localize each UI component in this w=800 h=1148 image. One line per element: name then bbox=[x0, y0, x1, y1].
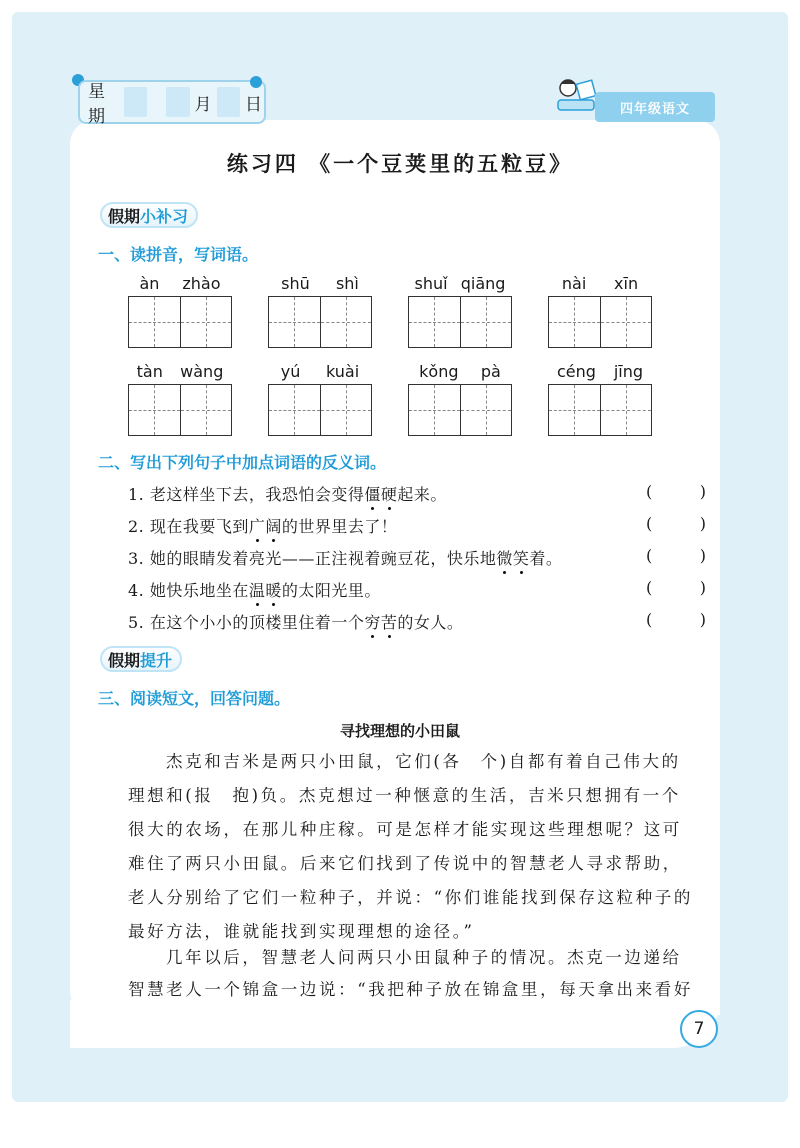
pinyin: shì bbox=[335, 274, 359, 293]
dotted-char: 穷 bbox=[364, 613, 381, 632]
writing-grid[interactable] bbox=[128, 296, 232, 348]
pinyin-group bbox=[408, 362, 512, 436]
story-line: 杰克和吉米是两只小田鼠，它们(各 个)自都有着自己伟大的 bbox=[166, 752, 681, 771]
dotted-char: 笑 bbox=[512, 549, 530, 568]
pinyin: zhào bbox=[182, 274, 221, 293]
pinyin-group bbox=[548, 274, 652, 348]
pinyin: wàng bbox=[180, 362, 224, 381]
pinyin: tàn bbox=[136, 362, 163, 381]
pinyin-group bbox=[128, 362, 232, 436]
section-1-heading: 一、读拼音，写词语。 bbox=[98, 245, 259, 264]
writing-grid[interactable] bbox=[548, 296, 652, 348]
pinyin: kuài bbox=[326, 362, 360, 381]
day-label: 日 bbox=[245, 94, 263, 115]
month-label: 月 bbox=[194, 94, 212, 115]
reading-kid-icon bbox=[552, 74, 600, 118]
writing-grid[interactable] bbox=[268, 296, 372, 348]
story-title: 寻找理想的小田鼠 bbox=[339, 722, 460, 740]
pinyin-group bbox=[128, 274, 232, 348]
story-line: 几年以后，智慧老人问两只小田鼠种子的情况。杰克一边递给 bbox=[166, 948, 682, 967]
dotted-char: 阔 bbox=[265, 517, 282, 536]
pin-icon bbox=[250, 76, 262, 88]
answer-parens[interactable]: ( ) bbox=[646, 482, 706, 501]
dotted-char: 苦 bbox=[380, 613, 398, 632]
day-blank[interactable] bbox=[217, 87, 241, 117]
pinyin: nài bbox=[561, 274, 587, 293]
tag-suffix: 提升 bbox=[140, 650, 173, 670]
pinyin: jīng bbox=[613, 362, 644, 381]
section-2-heading: 二、写出下列句子中加点词语的反义词。 bbox=[98, 453, 387, 472]
section-tag-improve bbox=[100, 646, 182, 672]
grade-banner: 四年级语文 bbox=[595, 92, 715, 122]
antonym-sentence: 1. 老这样坐下去，我恐怕会变得僵硬起来。 bbox=[128, 485, 447, 504]
writing-grid[interactable] bbox=[408, 296, 512, 348]
month-blank[interactable] bbox=[166, 87, 190, 117]
answer-parens[interactable]: ( ) bbox=[646, 610, 706, 629]
answer-parens[interactable]: ( ) bbox=[646, 514, 706, 533]
pinyin: shū bbox=[281, 274, 310, 293]
pinyin: pà bbox=[480, 362, 501, 381]
section-3-heading: 三、阅读短文，回答问题。 bbox=[98, 689, 291, 708]
dotted-word bbox=[364, 613, 397, 632]
pinyin: céng bbox=[556, 362, 596, 381]
dotted-char: 僵 bbox=[364, 485, 381, 504]
writing-grid[interactable] bbox=[548, 384, 652, 436]
answer-parens[interactable]: ( ) bbox=[646, 578, 706, 597]
page-title: 练习四 《一个豆荚里的五粒豆》 bbox=[226, 152, 574, 176]
section-tag-supplement bbox=[100, 202, 198, 228]
pinyin-group bbox=[268, 362, 372, 436]
tag-prefix: 假期 bbox=[108, 650, 141, 670]
dotted-word bbox=[249, 517, 282, 536]
story-line: 最好方法，谁就能找到实现理想的途径。” bbox=[128, 922, 475, 941]
tag-prefix: 假期 bbox=[108, 206, 141, 226]
pinyin: qiāng bbox=[460, 274, 506, 293]
weekday-blank[interactable] bbox=[124, 87, 148, 117]
antonym-sentence: 4. 她快乐地坐在温暖的太阳光里。 bbox=[128, 581, 381, 600]
pinyin: shuǐ bbox=[414, 274, 448, 293]
dotted-char: 广 bbox=[248, 517, 266, 536]
antonym-sentence: 5. 在这个小小的顶楼里住着一个穷苦的女人。 bbox=[128, 613, 464, 632]
weekday-label: 星期 bbox=[88, 82, 105, 127]
tag-suffix: 小补习 bbox=[140, 206, 189, 226]
answer-parens[interactable]: ( ) bbox=[646, 546, 706, 565]
writing-grid[interactable] bbox=[408, 384, 512, 436]
pinyin: àn bbox=[139, 274, 160, 293]
story-line: 理想和(报 抱)负。杰克想过一种惬意的生活，吉米只想拥有一个 bbox=[128, 786, 681, 805]
pinyin: xīn bbox=[614, 274, 639, 293]
date-box bbox=[78, 80, 266, 127]
pinyin: kǒng bbox=[419, 362, 459, 381]
dotted-char: 硬 bbox=[380, 485, 398, 504]
dotted-word bbox=[364, 485, 397, 504]
story-line: 智慧老人一个锦盒一边说：“我把种子放在锦盒里，每天拿出来看好 bbox=[128, 980, 693, 999]
page-number: 7 bbox=[680, 1010, 718, 1048]
pinyin: yú bbox=[280, 362, 301, 381]
antonym-sentence: 2. 现在我要飞到广阔的世界里去了！ bbox=[128, 517, 398, 536]
dotted-word bbox=[249, 581, 282, 600]
pinyin-group bbox=[408, 274, 512, 348]
worksheet-paper-bottom bbox=[70, 1000, 720, 1048]
story-line: 难住了两只小田鼠。后来它们找到了传说中的智慧老人寻求帮助， bbox=[128, 854, 682, 873]
dotted-word bbox=[496, 549, 529, 568]
dotted-char: 微 bbox=[496, 549, 513, 568]
dotted-char: 温 bbox=[248, 581, 266, 600]
writing-grid[interactable] bbox=[128, 384, 232, 436]
story-line: 老人分别给了它们一粒种子，并说：“你们谁能找到保存这粒种子的 bbox=[128, 888, 693, 907]
pinyin-group bbox=[268, 274, 372, 348]
antonym-sentence: 3. 她的眼睛发着亮光——正注视着豌豆花，快乐地微笑着。 bbox=[128, 549, 563, 568]
pinyin-group bbox=[548, 362, 652, 436]
writing-grid[interactable] bbox=[268, 384, 372, 436]
dotted-char: 暖 bbox=[265, 581, 282, 600]
story-line: 很大的农场，在那儿种庄稼。可是怎样才能实现这些理想呢？这可 bbox=[128, 820, 682, 839]
